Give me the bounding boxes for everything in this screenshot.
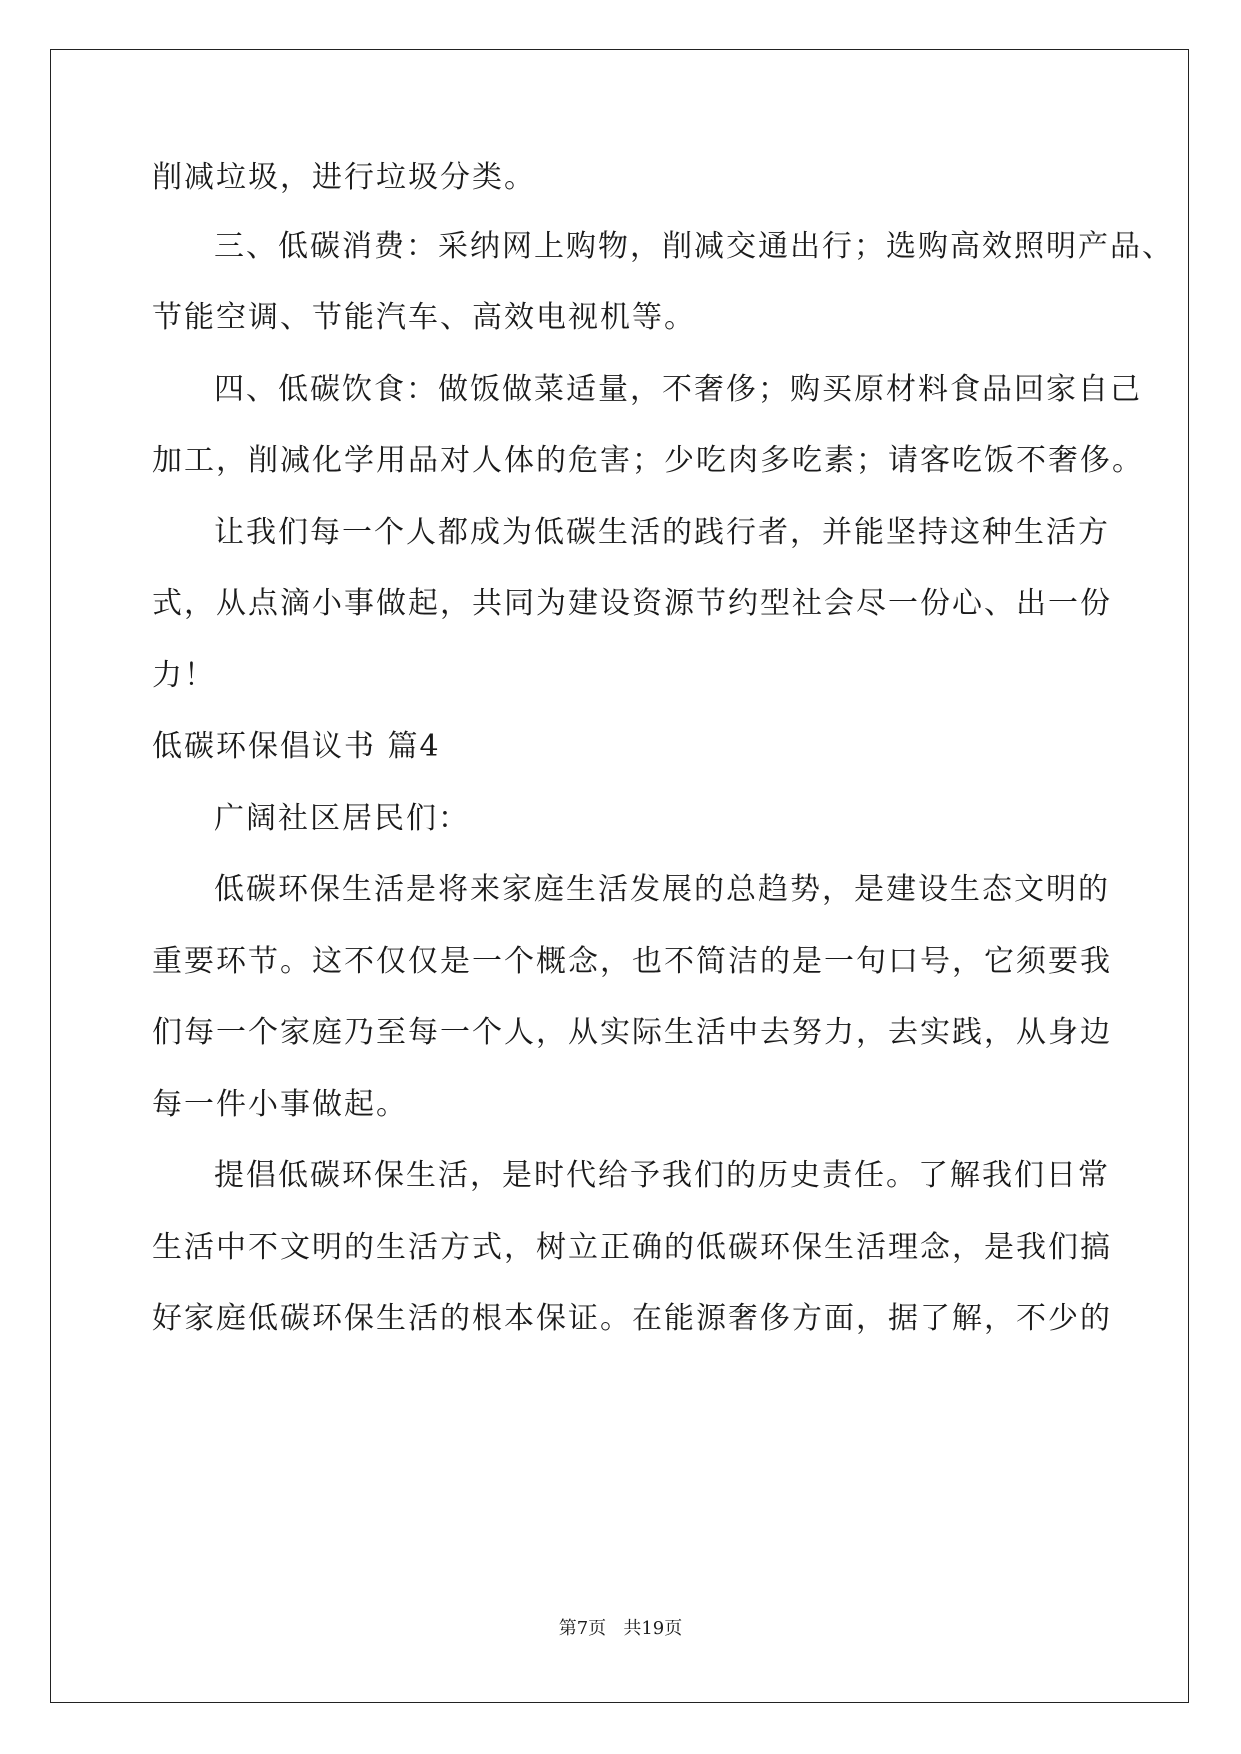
text-line: 让我们每一个人都成为低碳生活的践行者，并能坚持这种生活方	[214, 515, 1110, 550]
text-line: 力！	[152, 658, 216, 693]
text-line: 重要环节。这不仅仅是一个概念，也不简洁的是一句口号，它须要我	[152, 944, 1112, 979]
text-line: 四、低碳饮食：做饭做菜适量，不奢侈；购买原材料食品回家自己	[214, 372, 1142, 407]
text-line: 们每一个家庭乃至每一个人，从实际生活中去努力，去实践，从身边	[152, 1015, 1112, 1050]
text-line: 低碳环保生活是将来家庭生活发展的总趋势，是建设生态文明的	[214, 872, 1110, 907]
text-line: 节能空调、节能汽车、高效电视机等。	[152, 300, 696, 335]
text-line: 式，从点滴小事做起，共同为建设资源节约型社会尽一份心、出一份	[152, 586, 1112, 621]
text-line: 三、低碳消费：采纳网上购物，削减交通出行；选购高效照明产品、	[214, 229, 1174, 264]
text-line: 每一件小事做起。	[152, 1087, 408, 1122]
text-line: 生活中不文明的生活方式，树立正确的低碳环保生活理念，是我们搞	[152, 1230, 1112, 1265]
section-heading: 低碳环保倡议书 篇4	[152, 729, 441, 764]
salutation: 广阔社区居民们：	[214, 801, 470, 836]
page-number-footer: 第7页 共19页	[558, 1618, 683, 1639]
text-line: 提倡低碳环保生活，是时代给予我们的历史责任。了解我们日常	[214, 1158, 1110, 1193]
text-line: 削减垃圾，进行垃圾分类。	[152, 160, 536, 195]
text-line: 加工，削减化学用品对人体的危害；少吃肉多吃素；请客吃饭不奢侈。	[152, 443, 1144, 478]
text-line: 好家庭低碳环保生活的根本保证。在能源奢侈方面，据了解，不少的	[152, 1301, 1112, 1336]
